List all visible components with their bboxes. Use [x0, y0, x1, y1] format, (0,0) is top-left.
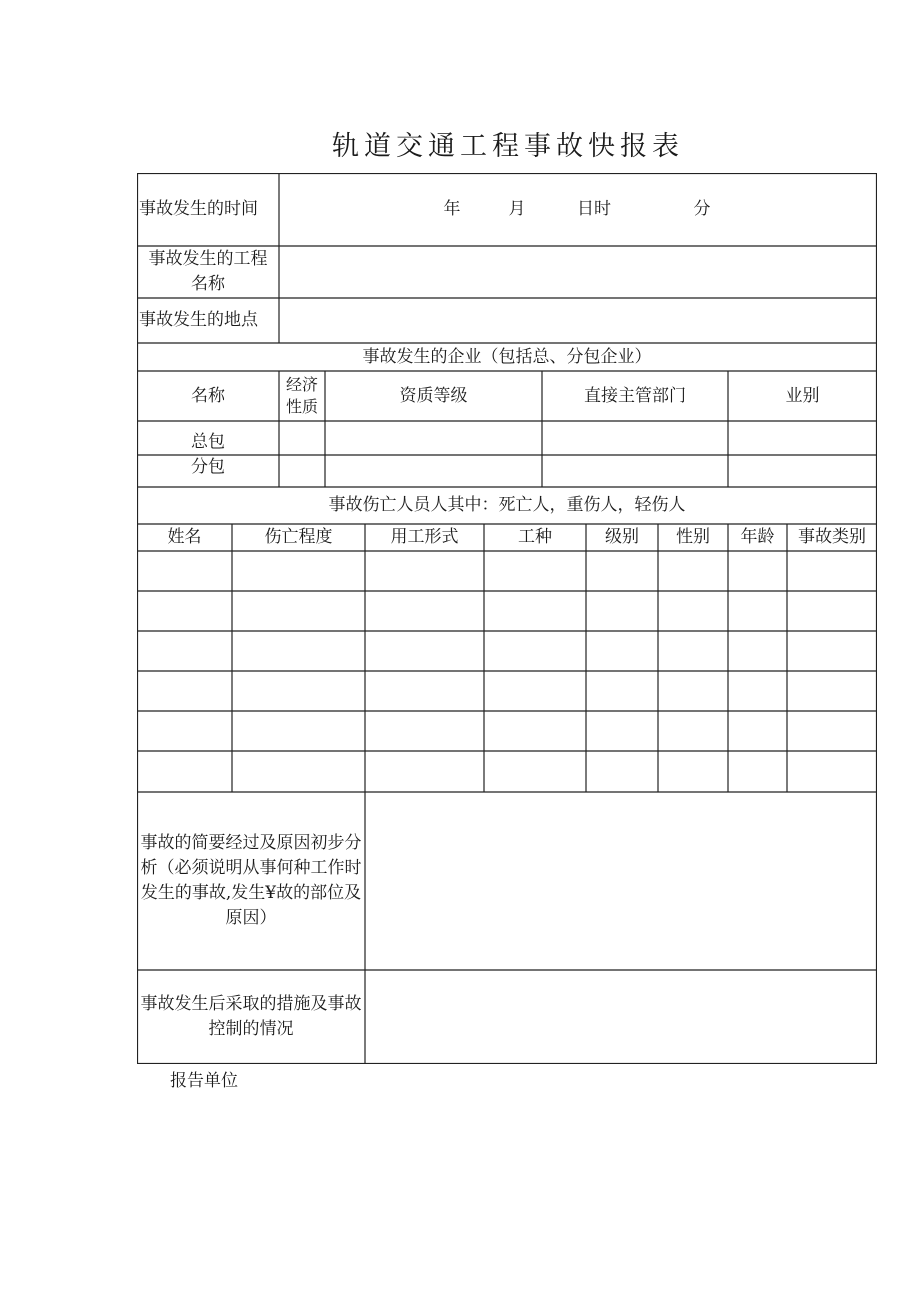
enterprise-col-department: 直接主管部门 [584, 385, 686, 406]
sub-dept-field[interactable] [542, 455, 728, 487]
casualty-col-level: 级别 [605, 527, 639, 547]
sub-qual-field[interactable] [325, 455, 542, 487]
accident-cause-label: 事故的简要经过及原因初步分析（必须说明从事何种工作时发生的事故,发生¥故的部位及原因） [140, 833, 362, 928]
table-row[interactable] [137, 631, 877, 671]
sub-type-field[interactable] [728, 455, 877, 487]
casualty-col-job: 工种 [518, 527, 552, 547]
project-name-field[interactable] [279, 246, 877, 298]
measures-field[interactable] [365, 970, 877, 1064]
location-label: 事故发生的地点 [139, 310, 258, 330]
time-day-hour-unit: 日时 [577, 199, 611, 219]
form-title: 轨道交通工程事故快报表 [332, 131, 684, 162]
casualty-col-name: 姓名 [167, 527, 202, 547]
enterprise-col-business-type: 业别 [785, 385, 820, 406]
accident-time-label: 事故发生的时间 [139, 199, 258, 219]
general-type-field[interactable] [728, 421, 877, 455]
table-row[interactable] [137, 591, 877, 631]
enterprise-heading: 事故发生的企业（包括总、分包企业） [362, 346, 652, 367]
table-row[interactable] [137, 751, 877, 792]
location-field[interactable] [279, 298, 877, 343]
casualty-col-gender: 性别 [676, 527, 710, 547]
table-row[interactable] [137, 711, 877, 751]
reporting-unit-label: 报告单位 [170, 1071, 238, 1091]
accident-cause-field[interactable] [365, 792, 877, 970]
accident-report-table [137, 173, 877, 1064]
enterprise-col-name: 名称 [191, 385, 225, 406]
enterprise-row-general-contractor: 总包 [191, 431, 225, 452]
accident-time-field[interactable] [279, 173, 877, 246]
general-qual-field[interactable] [325, 421, 542, 455]
general-econ-field[interactable] [279, 421, 325, 455]
casualty-col-category: 事故类别 [798, 527, 866, 547]
casualty-heading: 事故伤亡人员人其中：死亡人，重伤人，轻伤人 [328, 495, 686, 515]
casualty-col-employment: 用工形式 [390, 527, 459, 547]
measures-label: 事故发生后采取的措施及事故控制的情况 [140, 994, 362, 1039]
project-name-label: 事故发生的工程名称 [148, 249, 268, 294]
enterprise-row-subcontractor: 分包 [191, 456, 225, 477]
general-dept-field[interactable] [542, 421, 728, 455]
enterprise-col-economic-nature: 经济性质 [285, 375, 318, 416]
time-minute-unit: 分 [693, 199, 711, 219]
casualty-col-age: 年龄 [740, 527, 775, 547]
sub-econ-field[interactable] [279, 455, 325, 487]
time-year-unit: 年 [443, 199, 461, 219]
casualty-col-severity: 伤亡程度 [264, 527, 333, 547]
enterprise-col-qualification: 资质等级 [399, 385, 468, 406]
table-row[interactable] [137, 551, 877, 591]
time-month-unit: 月 [508, 199, 526, 219]
table-row[interactable] [137, 671, 877, 711]
